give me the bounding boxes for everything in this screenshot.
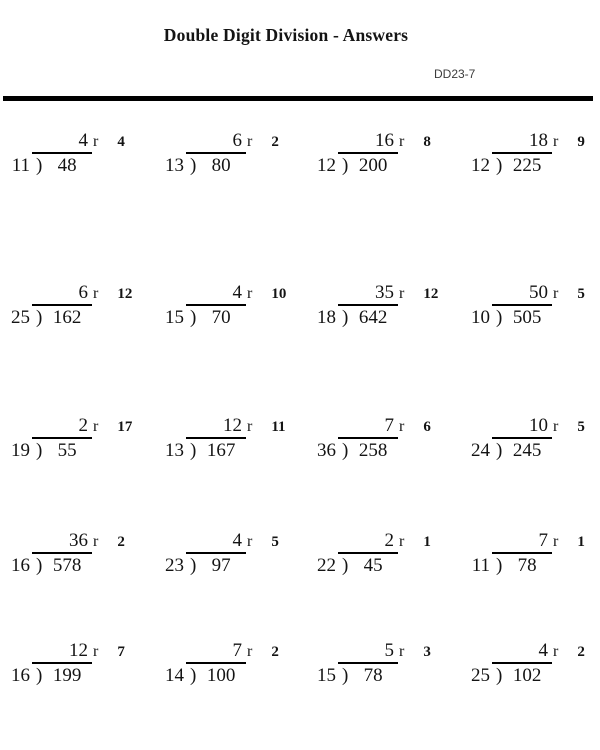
quotient: 7	[384, 415, 394, 436]
worksheet-code: DD23-7	[434, 67, 476, 81]
division-expression	[160, 437, 310, 462]
dividend: 97	[211, 555, 231, 576]
dividend: 167	[206, 440, 236, 461]
division-problem	[312, 529, 462, 577]
answer-row	[312, 414, 462, 437]
remainder-label: r	[553, 643, 559, 660]
dividend: 225	[512, 155, 542, 176]
division-problem	[466, 639, 600, 687]
remainder: 8	[423, 134, 431, 150]
division-bar	[32, 662, 92, 687]
answer-row	[6, 129, 156, 152]
division-bracket: )	[496, 440, 503, 461]
division-bracket: )	[36, 440, 43, 461]
divisor: 18	[317, 307, 336, 328]
quotient: 12	[223, 415, 242, 436]
division-expression	[466, 552, 600, 577]
dividend: 505	[512, 307, 542, 328]
remainder: 5	[577, 419, 585, 435]
remainder-label: r	[553, 285, 559, 302]
quotient: 36	[69, 530, 88, 551]
division-problem	[6, 529, 156, 577]
division-expression	[466, 662, 600, 687]
remainder: 5	[271, 534, 279, 550]
divisor: 11	[471, 555, 490, 576]
division-bar	[338, 304, 398, 329]
remainder: 6	[423, 419, 431, 435]
quotient: 10	[529, 415, 548, 436]
remainder-label: r	[247, 285, 253, 302]
remainder: 2	[271, 644, 279, 660]
division-problem	[160, 414, 310, 462]
division-expression	[312, 304, 462, 329]
remainder: 1	[423, 534, 431, 550]
division-problem	[312, 281, 462, 329]
division-bracket: )	[36, 665, 43, 686]
division-problem	[160, 529, 310, 577]
dividend: 162	[52, 307, 82, 328]
quotient: 16	[375, 130, 394, 151]
division-problem	[160, 639, 310, 687]
division-bracket: )	[190, 555, 197, 576]
division-problem	[466, 281, 600, 329]
divisor: 36	[317, 440, 336, 461]
division-bracket: )	[36, 155, 43, 176]
remainder-label: r	[93, 285, 99, 302]
division-bracket: )	[342, 155, 349, 176]
division-bar	[492, 662, 552, 687]
divisor: 24	[471, 440, 490, 461]
division-expression	[6, 304, 156, 329]
division-bar	[186, 662, 246, 687]
division-bar	[338, 552, 398, 577]
division-bar	[492, 552, 552, 577]
dividend: 78	[363, 665, 383, 686]
remainder-label: r	[93, 533, 99, 550]
divisor: 19	[11, 440, 30, 461]
division-bracket: )	[496, 665, 503, 686]
division-expression	[312, 152, 462, 177]
division-problem	[6, 414, 156, 462]
remainder: 12	[117, 286, 133, 302]
divisor: 12	[471, 155, 490, 176]
remainder: 1	[577, 534, 585, 550]
answer-row	[466, 129, 600, 152]
remainder-label: r	[399, 418, 405, 435]
answer-row	[312, 529, 462, 552]
division-bar	[32, 152, 92, 177]
division-problem	[160, 281, 310, 329]
answer-row	[160, 281, 310, 304]
division-expression	[312, 662, 462, 687]
dividend: 80	[211, 155, 231, 176]
divisor: 12	[317, 155, 336, 176]
division-bar	[32, 437, 92, 462]
remainder-label: r	[247, 133, 253, 150]
answer-row	[160, 529, 310, 552]
divisor: 14	[165, 665, 184, 686]
divisor: 13	[165, 440, 184, 461]
remainder-label: r	[399, 133, 405, 150]
remainder-label: r	[93, 133, 99, 150]
division-bar	[32, 304, 92, 329]
remainder: 2	[577, 644, 585, 660]
answer-row	[312, 281, 462, 304]
divisor: 15	[165, 307, 184, 328]
remainder: 17	[117, 419, 133, 435]
quotient: 4	[78, 130, 88, 151]
remainder-label: r	[553, 533, 559, 550]
dividend: 45	[363, 555, 383, 576]
division-expression	[466, 304, 600, 329]
dividend: 245	[512, 440, 542, 461]
division-bracket: )	[342, 440, 349, 461]
division-bracket: )	[36, 555, 43, 576]
remainder: 2	[117, 534, 125, 550]
division-bracket: )	[342, 555, 349, 576]
division-bracket: )	[190, 665, 197, 686]
page-title: Double Digit Division - Answers	[163, 25, 409, 45]
division-bar	[492, 437, 552, 462]
quotient: 7	[538, 530, 548, 551]
dividend: 258	[358, 440, 388, 461]
dividend: 200	[358, 155, 388, 176]
quotient: 4	[232, 282, 242, 303]
division-problem	[6, 281, 156, 329]
remainder: 5	[577, 286, 585, 302]
division-expression	[6, 552, 156, 577]
division-expression	[6, 662, 156, 687]
dividend: 78	[517, 555, 537, 576]
remainder-label: r	[247, 643, 253, 660]
dividend: 48	[57, 155, 77, 176]
remainder-label: r	[553, 418, 559, 435]
remainder: 3	[423, 644, 431, 660]
division-bar	[186, 437, 246, 462]
remainder-label: r	[399, 533, 405, 550]
dividend: 55	[57, 440, 77, 461]
answer-row	[466, 639, 600, 662]
division-expression	[312, 437, 462, 462]
remainder-label: r	[247, 418, 253, 435]
division-expression	[466, 437, 600, 462]
division-expression	[6, 152, 156, 177]
division-bar	[338, 437, 398, 462]
division-bar	[186, 552, 246, 577]
remainder-label: r	[399, 643, 405, 660]
remainder: 2	[271, 134, 279, 150]
division-expression	[160, 304, 310, 329]
remainder-label: r	[553, 133, 559, 150]
division-bracket: )	[342, 307, 349, 328]
division-problem	[466, 529, 600, 577]
divisor: 22	[317, 555, 336, 576]
division-expression	[466, 152, 600, 177]
remainder: 12	[423, 286, 439, 302]
dividend: 70	[211, 307, 231, 328]
quotient: 2	[384, 530, 394, 551]
division-problem	[312, 639, 462, 687]
dividend: 199	[52, 665, 82, 686]
division-expression	[160, 552, 310, 577]
division-bracket: )	[36, 307, 43, 328]
divisor: 10	[471, 307, 490, 328]
division-problem	[466, 129, 600, 177]
division-bracket: )	[190, 307, 197, 328]
quotient: 35	[375, 282, 394, 303]
division-bracket: )	[342, 665, 349, 686]
remainder-label: r	[399, 285, 405, 302]
quotient: 18	[529, 130, 548, 151]
divisor: 13	[165, 155, 184, 176]
divisor: 25	[471, 665, 490, 686]
division-problem	[6, 129, 156, 177]
division-bar	[492, 152, 552, 177]
division-bracket: )	[190, 155, 197, 176]
division-bar	[492, 304, 552, 329]
divisor: 16	[11, 555, 30, 576]
answer-row	[160, 129, 310, 152]
division-bracket: )	[190, 440, 197, 461]
answer-row	[466, 414, 600, 437]
dividend: 642	[358, 307, 388, 328]
division-expression	[160, 662, 310, 687]
remainder: 7	[117, 644, 125, 660]
division-bracket: )	[496, 555, 503, 576]
answer-row	[160, 414, 310, 437]
quotient: 6	[232, 130, 242, 151]
dividend: 578	[52, 555, 82, 576]
answer-row	[6, 529, 156, 552]
division-expression	[160, 152, 310, 177]
division-bar	[32, 552, 92, 577]
division-problem	[160, 129, 310, 177]
division-expression	[312, 552, 462, 577]
divisor: 16	[11, 665, 30, 686]
division-expression	[6, 437, 156, 462]
answer-row	[6, 639, 156, 662]
answer-row	[466, 281, 600, 304]
remainder: 10	[271, 286, 287, 302]
division-bracket: )	[496, 155, 503, 176]
divisor: 23	[165, 555, 184, 576]
answer-row	[312, 129, 462, 152]
quotient: 5	[384, 640, 394, 661]
division-problem	[312, 129, 462, 177]
division-bar	[338, 152, 398, 177]
answer-row	[312, 639, 462, 662]
dividend: 100	[206, 665, 236, 686]
quotient: 2	[78, 415, 88, 436]
quotient: 6	[78, 282, 88, 303]
division-bar	[338, 662, 398, 687]
dividend: 102	[512, 665, 542, 686]
quotient: 4	[538, 640, 548, 661]
answer-row	[6, 281, 156, 304]
divisor: 11	[11, 155, 30, 176]
remainder: 4	[117, 134, 125, 150]
answer-row	[6, 414, 156, 437]
answer-row	[466, 529, 600, 552]
division-problem	[312, 414, 462, 462]
division-problem	[466, 414, 600, 462]
division-bar	[186, 304, 246, 329]
quotient: 4	[232, 530, 242, 551]
remainder-label: r	[93, 418, 99, 435]
remainder: 11	[271, 419, 286, 435]
remainder-label: r	[93, 643, 99, 660]
quotient: 7	[232, 640, 242, 661]
division-problem	[6, 639, 156, 687]
answer-row	[160, 639, 310, 662]
division-bracket: )	[496, 307, 503, 328]
remainder-label: r	[247, 533, 253, 550]
divisor: 15	[317, 665, 336, 686]
quotient: 12	[69, 640, 88, 661]
remainder: 9	[577, 134, 585, 150]
quotient: 50	[529, 282, 548, 303]
header-divider	[3, 96, 593, 101]
division-bar	[186, 152, 246, 177]
divisor: 25	[11, 307, 30, 328]
